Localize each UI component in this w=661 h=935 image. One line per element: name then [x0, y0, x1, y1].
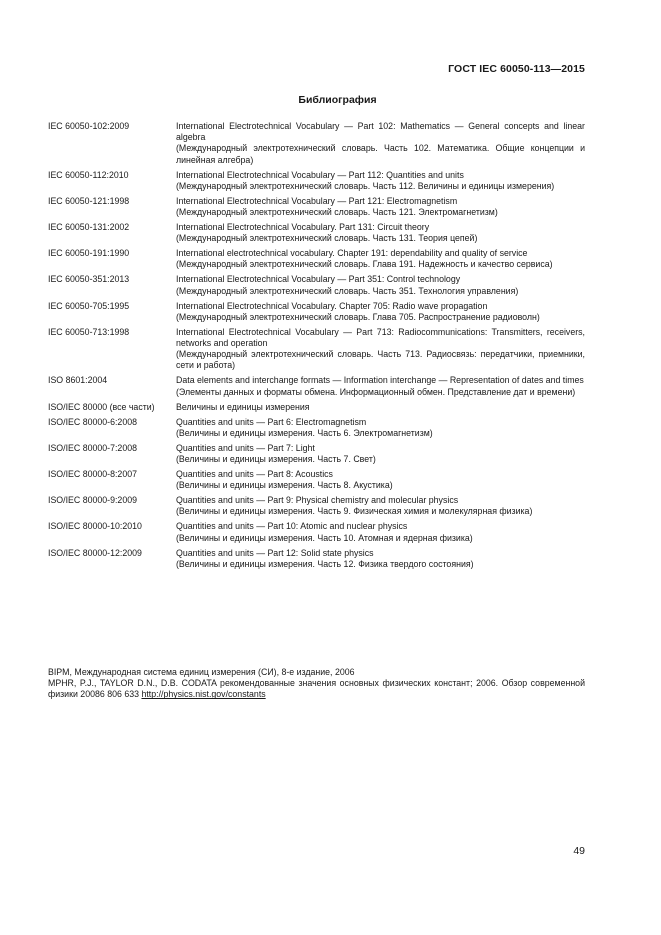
additional-references	[48, 667, 585, 701]
entry-title-russian: (Международный электротехнический словарь. Часть 351. Технология управления)	[176, 285, 519, 296]
bibliography-entry	[48, 121, 585, 166]
entry-description	[176, 417, 585, 439]
entry-title-russian: (Величины и единицы измерения. Часть 9. Физическая химия и молекулярная физика)	[176, 506, 533, 517]
bibliography-title: Библиография	[298, 94, 377, 106]
entry-description	[176, 170, 585, 192]
entry-title-russian: (Международный электротехнический словарь. Часть 121. Электромагнетизм)	[176, 207, 498, 218]
bibliography-entry	[48, 170, 585, 192]
bibliography-entry	[48, 417, 585, 439]
entry-code: ISO/IEC 80000-10:2010	[48, 521, 142, 532]
bibliography-entry	[48, 196, 585, 218]
bibliography-entry	[48, 443, 585, 465]
entry-title-russian: (Величины и единицы измерения. Часть 7. Свет)	[176, 454, 376, 465]
entry-title-russian: (Международный электротехнический словарь. Часть 112. Величины и единицы измерения)	[176, 180, 555, 191]
entry-code: IEC 60050-112:2010	[48, 169, 129, 180]
bibliography-entry	[48, 301, 585, 323]
entry-description	[176, 521, 585, 543]
entry-title-english: Quantities and units — Part 6: Electromagnetism	[176, 416, 367, 427]
reference-codata	[48, 678, 585, 700]
entry-title-russian: (Величины и единицы измерения. Часть 12. Физика твердого состояния)	[176, 558, 474, 569]
reference-codata-text: MPHR, P.J., TAYLOR D.N., D.B. CODATA рекомендованные значения основных физических констант; 2006. Обзор современной физики 20086 806 633	[48, 678, 585, 700]
entry-title-russian: (Международный электротехнический словарь. Часть 713. Радиосвязь: передатчики, приемники, сети и работа)	[176, 349, 585, 371]
entry-title-russian: (Международный электротехнический словарь. Часть 131. Теория цепей)	[176, 233, 478, 244]
entry-title-english: International Electrotechnical Vocabulary. Part 131: Circuit theory	[176, 222, 430, 233]
entry-code: ISO 8601:2004	[48, 375, 108, 386]
entry-title-english: International Electrotechnical Vocabulary — Part 351: Control technology	[176, 274, 461, 285]
entry-title-russian: (Международный электротехнический словарь. Глава 705. Распространение радиоволн)	[176, 311, 540, 322]
entry-description	[176, 196, 585, 218]
bibliography-entry	[48, 327, 585, 372]
entry-title-english: Quantities and units — Part 12: Solid state physics	[176, 547, 374, 558]
entry-code: IEC 60050-351:2013	[48, 274, 130, 285]
entry-description	[176, 274, 585, 296]
entry-title-english: International Electrotechnical Vocabulary — Part 112: Quantities and units	[176, 169, 464, 180]
bibliography-entry	[48, 402, 585, 413]
entry-code: IEC 60050-191:1990	[48, 248, 130, 259]
entry-title-english: International Electrotechnical Vocabulary. Chapter 705: Radio wave propagation	[176, 300, 488, 311]
entry-title-english: International Electrotechnical Vocabulary — Part 713: Radiocommunications: Transmitters, receivers, networks and operation	[176, 326, 585, 349]
entry-title-russian: (Величины и единицы измерения. Часть 6. Электромагнетизм)	[176, 427, 433, 438]
entry-title-english: International Electrotechnical Vocabulary — Part 121: Electromagnetism	[176, 195, 458, 206]
document-standard-header: ГОСТ IEC 60050-113—2015	[448, 63, 585, 75]
entry-code: ISO/IEC 80000-9:2009	[48, 495, 138, 506]
entry-code: IEC 60050-121:1998	[48, 195, 130, 206]
entry-code: IEC 60050-102:2009	[48, 121, 130, 131]
entry-code: ISO/IEC 80000 (все части)	[48, 401, 155, 412]
entry-code: IEC 60050-713:1998	[48, 326, 130, 337]
entry-title-russian: (Величины и единицы измерения. Часть 8. Акустика)	[176, 480, 393, 491]
bibliography-entry	[48, 222, 585, 244]
entry-description	[176, 443, 585, 465]
entry-title-english: Величины и единицы измерения	[176, 401, 310, 412]
entry-description	[176, 301, 585, 323]
entry-title-english: Quantities and units — Part 7: Light	[176, 442, 315, 453]
entry-description	[176, 222, 585, 244]
entry-title-english: Quantities and units — Part 10: Atomic and nuclear physics	[176, 521, 408, 532]
entry-title-russian: (Элементы данных и форматы обмена. Информационный обмен. Представление дат и времени)	[176, 386, 576, 397]
entry-description	[176, 248, 585, 270]
bibliography-entry	[48, 274, 585, 296]
entry-description	[176, 121, 585, 166]
page-number: 49	[573, 845, 585, 857]
entry-description	[176, 548, 585, 570]
entry-title-english: Quantities and units — Part 9: Physical chemistry and molecular physics	[176, 495, 459, 506]
entry-title-russian: (Международный электротехнический словарь. Глава 191. Надежность и качество сервиса)	[176, 259, 553, 270]
entry-code: IEC 60050-705:1995	[48, 300, 130, 311]
nist-constants-link[interactable]: http://physics.nist.gov/constants	[141, 689, 266, 700]
entry-code: ISO/IEC 80000-7:2008	[48, 442, 138, 453]
entry-code: ISO/IEC 80000-12:2009	[48, 547, 142, 558]
bibliography-entry	[48, 495, 585, 517]
bibliography-entry	[48, 469, 585, 491]
bibliography-entry	[48, 548, 585, 570]
bibliography-list	[48, 121, 585, 574]
entry-description	[176, 495, 585, 517]
entry-title-russian: (Величины и единицы измерения. Часть 10. Атомная и ядерная физика)	[176, 532, 473, 543]
bibliography-entry	[48, 375, 585, 397]
entry-title-english: International Electrotechnical Vocabulary — Part 102: Mathematics — General concepts and linear algebra	[176, 121, 585, 143]
entry-description	[176, 375, 585, 397]
entry-title-english: International electrotechnical vocabulary. Chapter 191: dependability and quality of service	[176, 248, 528, 259]
entry-code: IEC 60050-131:2002	[48, 222, 130, 233]
entry-code: ISO/IEC 80000-8:2007	[48, 469, 138, 480]
bibliography-entry	[48, 521, 585, 543]
entry-code: ISO/IEC 80000-6:2008	[48, 416, 138, 427]
entry-description	[176, 469, 585, 491]
entry-title-russian: (Международный электротехнический словарь. Часть 102. Математика. Общие концепции и линейная алгебра)	[176, 143, 585, 165]
entry-description	[176, 402, 585, 413]
entry-description	[176, 327, 585, 372]
entry-title-english: Quantities and units — Part 8: Acoustics	[176, 469, 333, 480]
bibliography-entry	[48, 248, 585, 270]
reference-bipm: BIPM, Международная система единиц измерения (СИ), 8-е издание, 2006	[48, 667, 355, 677]
entry-title-english: Data elements and interchange formats — Information interchange — Representation of dates and times	[176, 375, 584, 386]
